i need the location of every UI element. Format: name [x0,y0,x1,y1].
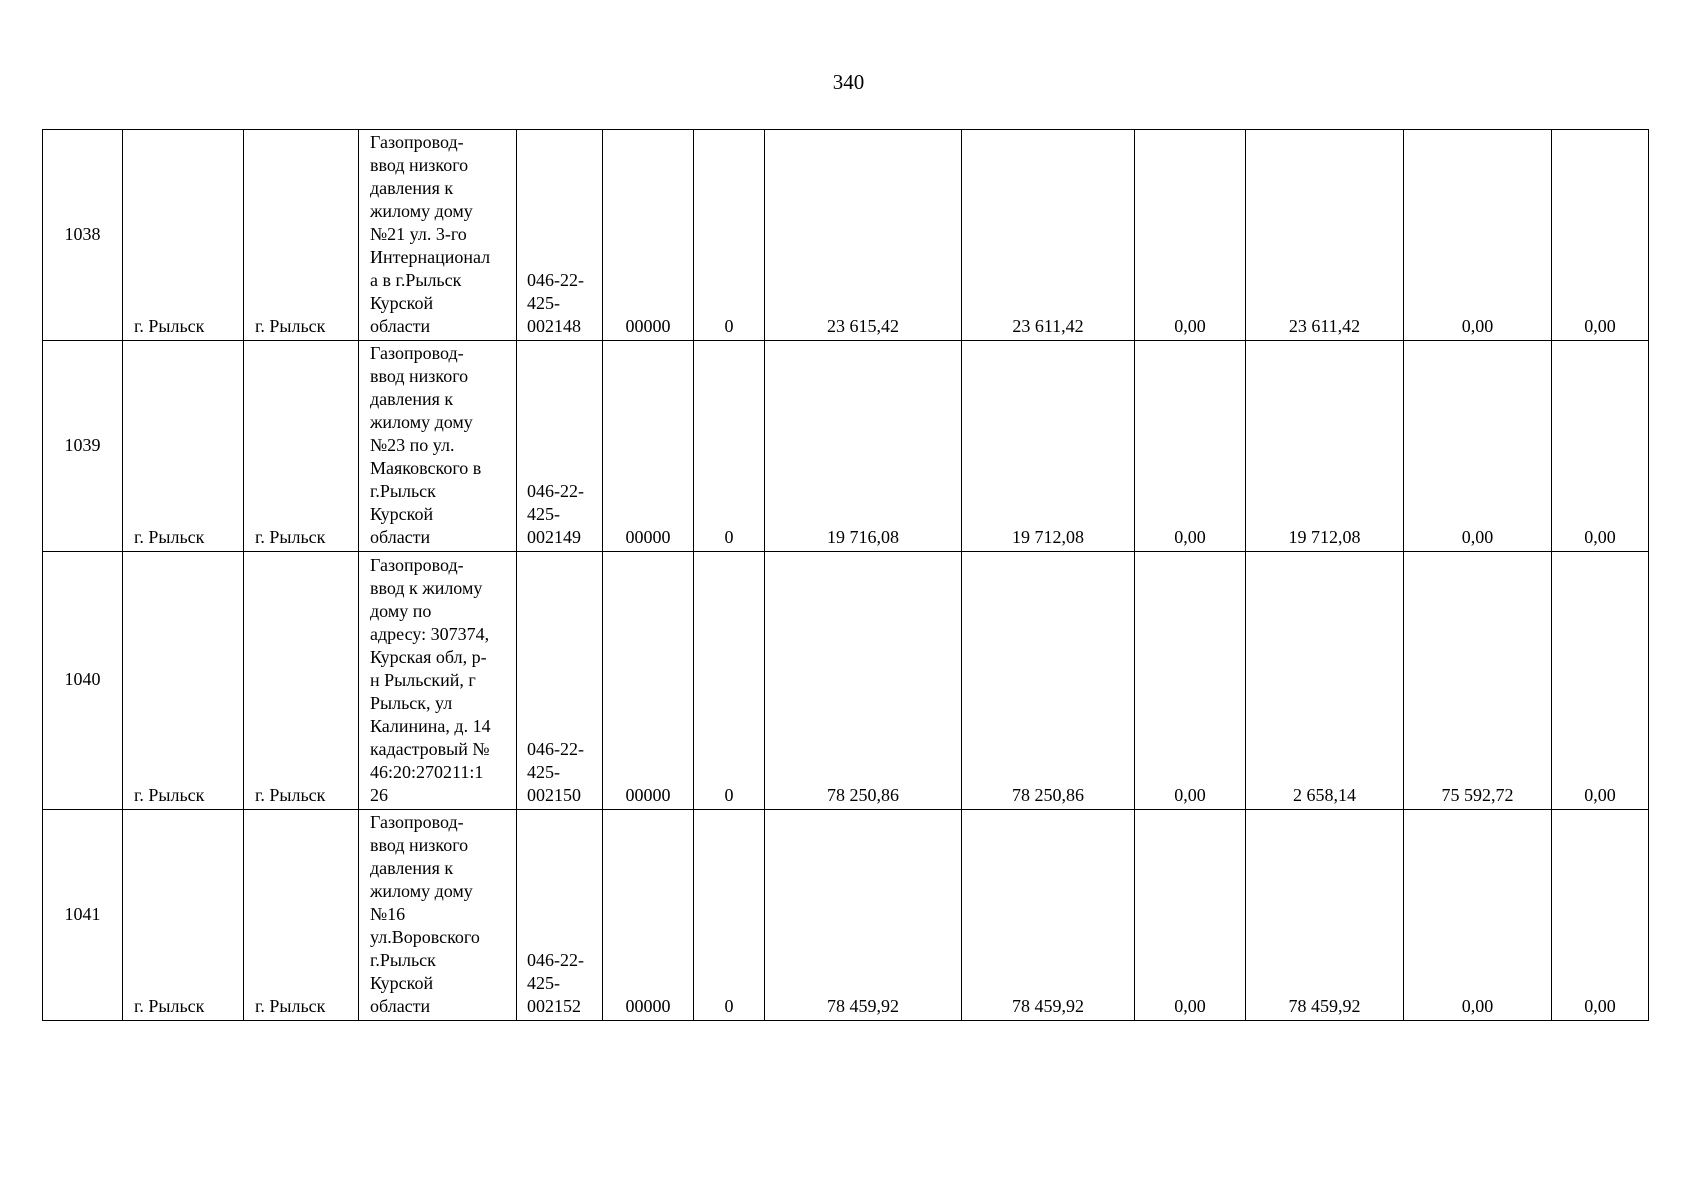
value-cell-2: 78 250,86 [962,552,1135,810]
district-cell: г. Рыльск [123,552,244,810]
description-line: ввод низкого [370,366,469,386]
district-cell: г. Рыльск [123,130,244,341]
description-line: жилому дому [370,201,473,221]
code-line: 002148 [527,316,581,336]
value-cell-1: 23 615,42 [765,130,962,341]
description-line: 46:20:270211:1 [370,762,484,782]
inventory-code-cell [517,552,603,810]
code-line: 046-22- [527,950,584,970]
value-cell-4: 19 712,08 [1246,341,1404,552]
value-cell-4: 23 611,42 [1246,130,1404,341]
description-line: а в г.Рыльск [370,270,462,290]
description-line: Маяковского в [370,458,482,478]
account-cell: 00000 [603,552,694,810]
registry-table-body [43,130,1649,1021]
value-cell-6: 0,00 [1552,341,1649,552]
description-line: н Рыльский, г [370,670,476,690]
description-line: давления к [370,178,454,198]
quantity-cell: 0 [694,130,765,341]
inventory-code-cell [517,130,603,341]
description-line: адресу: 307374, [370,624,490,644]
row-number: 1041 [43,810,123,1021]
description-line: №16 [370,904,406,924]
description-cell [359,341,517,552]
description-line: дому по [370,601,432,621]
district-cell: г. Рыльск [123,341,244,552]
description-cell [359,552,517,810]
value-cell-5: 0,00 [1404,341,1552,552]
inventory-code-cell [517,341,603,552]
value-cell-5: 75 592,72 [1404,552,1552,810]
description-line: ул.Воровского [370,927,480,947]
description-line: Курская обл, р- [370,647,487,667]
code-line: 002149 [527,527,581,547]
quantity-cell: 0 [694,341,765,552]
value-cell-5: 0,00 [1404,810,1552,1021]
description-cell [359,810,517,1021]
value-cell-2: 19 712,08 [962,341,1135,552]
description-line: ввод к жилому [370,578,483,598]
row-number: 1038 [43,130,123,341]
value-cell-3: 0,00 [1135,130,1246,341]
code-line: 002150 [527,785,581,805]
value-cell-5: 0,00 [1404,130,1552,341]
description-line: давления к [370,389,454,409]
description-line: г.Рыльск [370,950,436,970]
value-cell-4: 78 459,92 [1246,810,1404,1021]
page-number: 340 [832,70,865,94]
value-cell-6: 0,00 [1552,552,1649,810]
description-line: Интернационал [370,247,491,267]
value-cell-2: 23 611,42 [962,130,1135,341]
description-line: Курской [370,973,434,993]
description-line: кадастровый № [370,739,490,759]
table-row [43,341,1649,552]
description-line: области [370,996,431,1016]
description-line: г.Рыльск [370,481,436,501]
value-cell-3: 0,00 [1135,810,1246,1021]
registry-table [42,129,1649,1021]
description-line: Газопровод- [370,812,464,832]
description-line: Курской [370,504,434,524]
row-number: 1040 [43,552,123,810]
code-line: 425- [527,504,560,524]
code-line: 046-22- [527,270,584,290]
value-cell-1: 78 250,86 [765,552,962,810]
inventory-code-cell [517,810,603,1021]
value-cell-6: 0,00 [1552,810,1649,1021]
description-line: Калинина, д. 14 [370,716,491,736]
code-line: 425- [527,973,560,993]
settlement-cell: г. Рыльск [244,341,359,552]
description-line: жилому дому [370,881,473,901]
quantity-cell: 0 [694,810,765,1021]
table-row [43,130,1649,341]
code-line: 002152 [527,996,581,1016]
settlement-cell: г. Рыльск [244,130,359,341]
value-cell-3: 0,00 [1135,552,1246,810]
value-cell-1: 19 716,08 [765,341,962,552]
description-line: Газопровод- [370,132,464,152]
description-cell [359,130,517,341]
description-line: Газопровод- [370,343,464,363]
description-line: №21 ул. 3-го [370,224,467,244]
value-cell-1: 78 459,92 [765,810,962,1021]
code-line: 046-22- [527,481,584,501]
account-cell: 00000 [603,810,694,1021]
settlement-cell: г. Рыльск [244,552,359,810]
table-row [43,552,1649,810]
description-line: Рыльск, ул [370,693,453,713]
description-line: ввод низкого [370,835,469,855]
code-line: 425- [527,762,560,782]
description-line: 26 [370,785,388,805]
description-line: области [370,316,431,336]
district-cell: г. Рыльск [123,810,244,1021]
description-line: №23 по ул. [370,435,455,455]
description-line: давления к [370,858,454,878]
code-line: 425- [527,293,560,313]
account-cell: 00000 [603,341,694,552]
settlement-cell: г. Рыльск [244,810,359,1021]
code-line: 046-22- [527,739,584,759]
description-line: жилому дому [370,412,473,432]
account-cell: 00000 [603,130,694,341]
value-cell-4: 2 658,14 [1246,552,1404,810]
description-line: Газопровод- [370,555,464,575]
table-row [43,810,1649,1021]
description-line: области [370,527,431,547]
row-number: 1039 [43,341,123,552]
value-cell-6: 0,00 [1552,130,1649,341]
value-cell-3: 0,00 [1135,341,1246,552]
description-line: Курской [370,293,434,313]
description-line: ввод низкого [370,155,469,175]
quantity-cell: 0 [694,552,765,810]
value-cell-2: 78 459,92 [962,810,1135,1021]
